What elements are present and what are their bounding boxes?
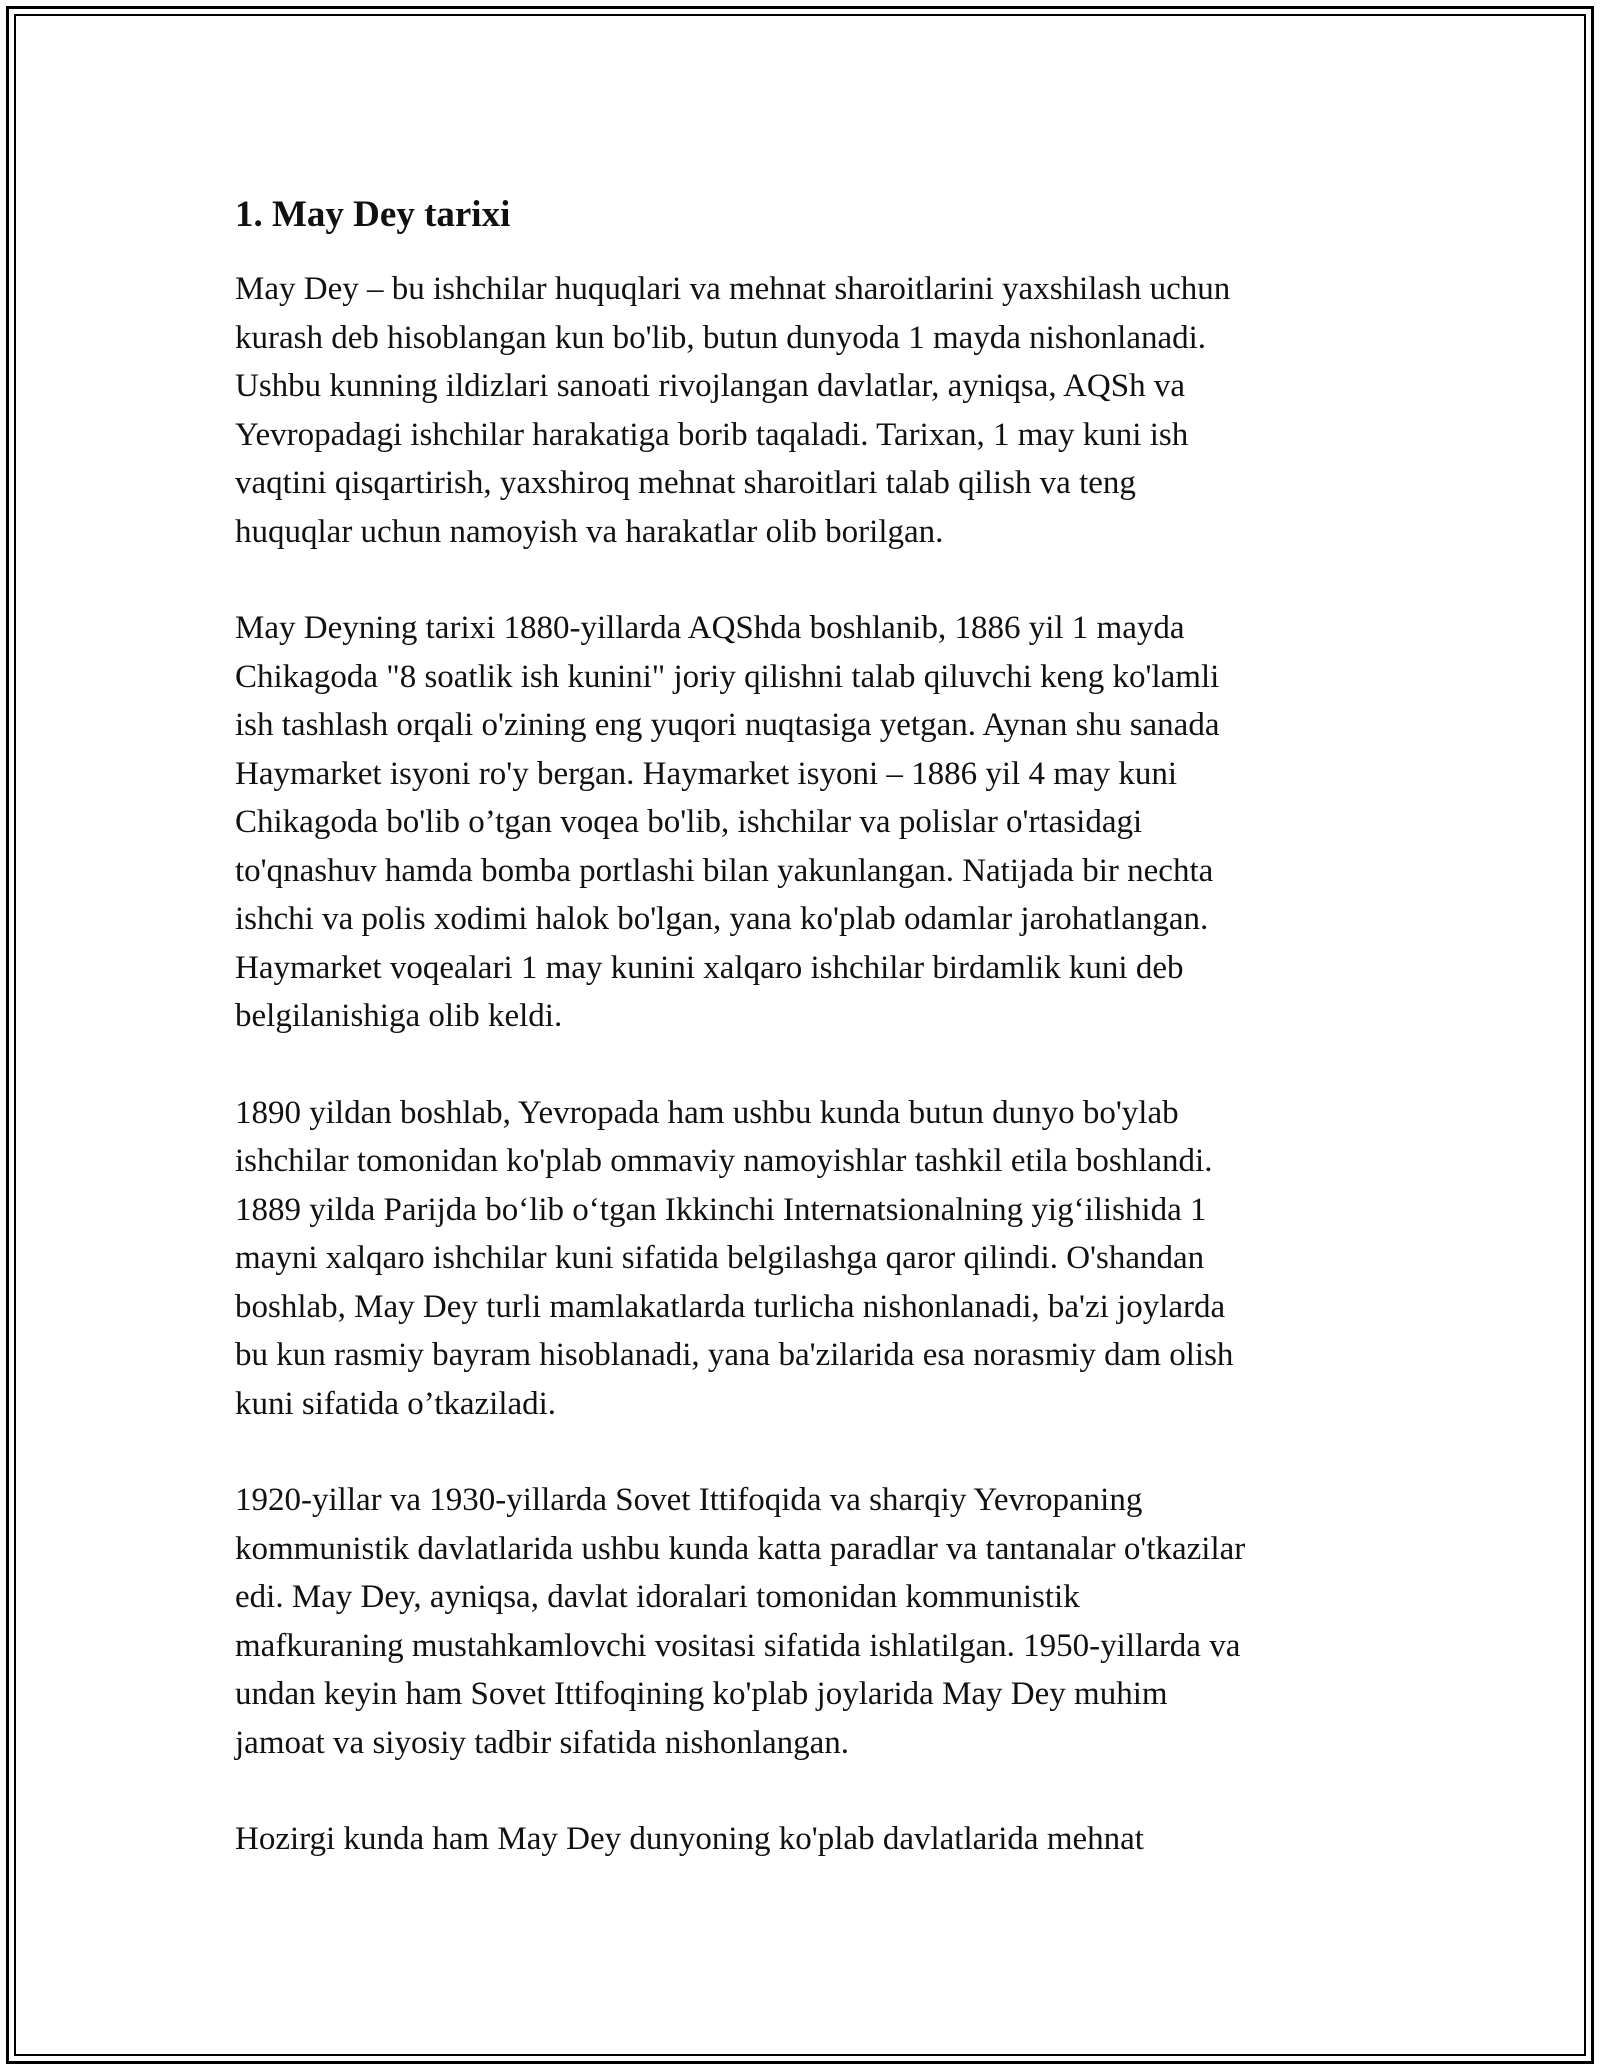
paragraph-1: May Dey – bu ishchilar huquqlari va mehnat sharoitlarini yaxshilash uchun kurash deb hisoblangan kun bo'lib, butun dunyoda 1 mayda nishonlanadi. Ushbu kunning ildizlari sanoati rivojlangan davlatlar, ayniqsa, AQSh va Yevropadagi ishchilar harakatiga borib taqaladi. Tarixan, 1 may kuni ish vaqtini qisqartirish, yaxshiroq mehnat sharoitlari talab qilish va teng huquqlar uchun namoyish va harakatlar olib borilgan.	[235, 271, 1231, 550]
section-heading: 1. May Dey tarixi	[235, 194, 511, 235]
paragraph-5: Hozirgi kunda ham May Dey dunyoning ko'plab davlatlarida mehnat	[235, 1821, 1144, 1857]
paragraph-4: 1920-yillar va 1930-yillarda Sovet Ittifoqida va sharqiy Yevropaning kommunistik davlatlarida ushbu kunda katta paradlar va tantanalar o'tkazilar edi. May Dey, ayniqsa, davlat idoralari tomonidan kommunistik mafkuraning mustahkamlovchi vositasi sifatida ishlatilgan. 1950-yillarda va undan keyin ham Sovet Ittifoqining ko'plab joylarida May Dey muhim jamoat va siyosiy tadbir sifatida nishonlangan.	[235, 1482, 1246, 1761]
paragraph-3: 1890 yildan boshlab, Yevropada ham ushbu kunda butun dunyo bo'ylab ishchilar tomonidan ko'plab ommaviy namoyishlar tashkil etila boshlandi. 1889 yilda Parijda bo‘lib o‘tgan Ikkinchi Internatsionalning yig‘ilishida 1 mayni xalqaro ishchilar kuni sifatida belgilashga qaror qilindi. O'shandan boshlab, May Dey turli mamlakatlarda turlicha nishonlanadi, ba'zi joylarda bu kun rasmiy bayram hisoblanadi, yana ba'zilarida esa norasmiy dam olish kuni sifatida o’tkaziladi.	[235, 1094, 1234, 1422]
paragraph-2: May Deyning tarixi 1880-yillarda AQShda boshlanib, 1886 yil 1 mayda Chikagoda "8 soatlik ish kunini" joriy qilishni talab qiluvchi keng ko'lamli ish tashlash orqali o'zining eng yuqori nuqtasiga yetgan. Aynan shu sanada Haymarket isyoni ro'y bergan. Haymarket isyoni – 1886 yil 4 may kuni Chikagoda bo'lib o’tgan voqea bo'lib, ishchilar va polislar o'rtasidagi to'qnashuv hamda bomba portlashi bilan yakunlangan. Natijada bir nechta ishchi va polis xodimi halok bo'lgan, yana ko'plab odamlar jarohatlangan. Haymarket voqealari 1 may kunini xalqaro ishchilar birdamlik kuni deb belgilanishiga olib keldi.	[235, 610, 1220, 1034]
document-body	[235, 185, 1370, 1912]
